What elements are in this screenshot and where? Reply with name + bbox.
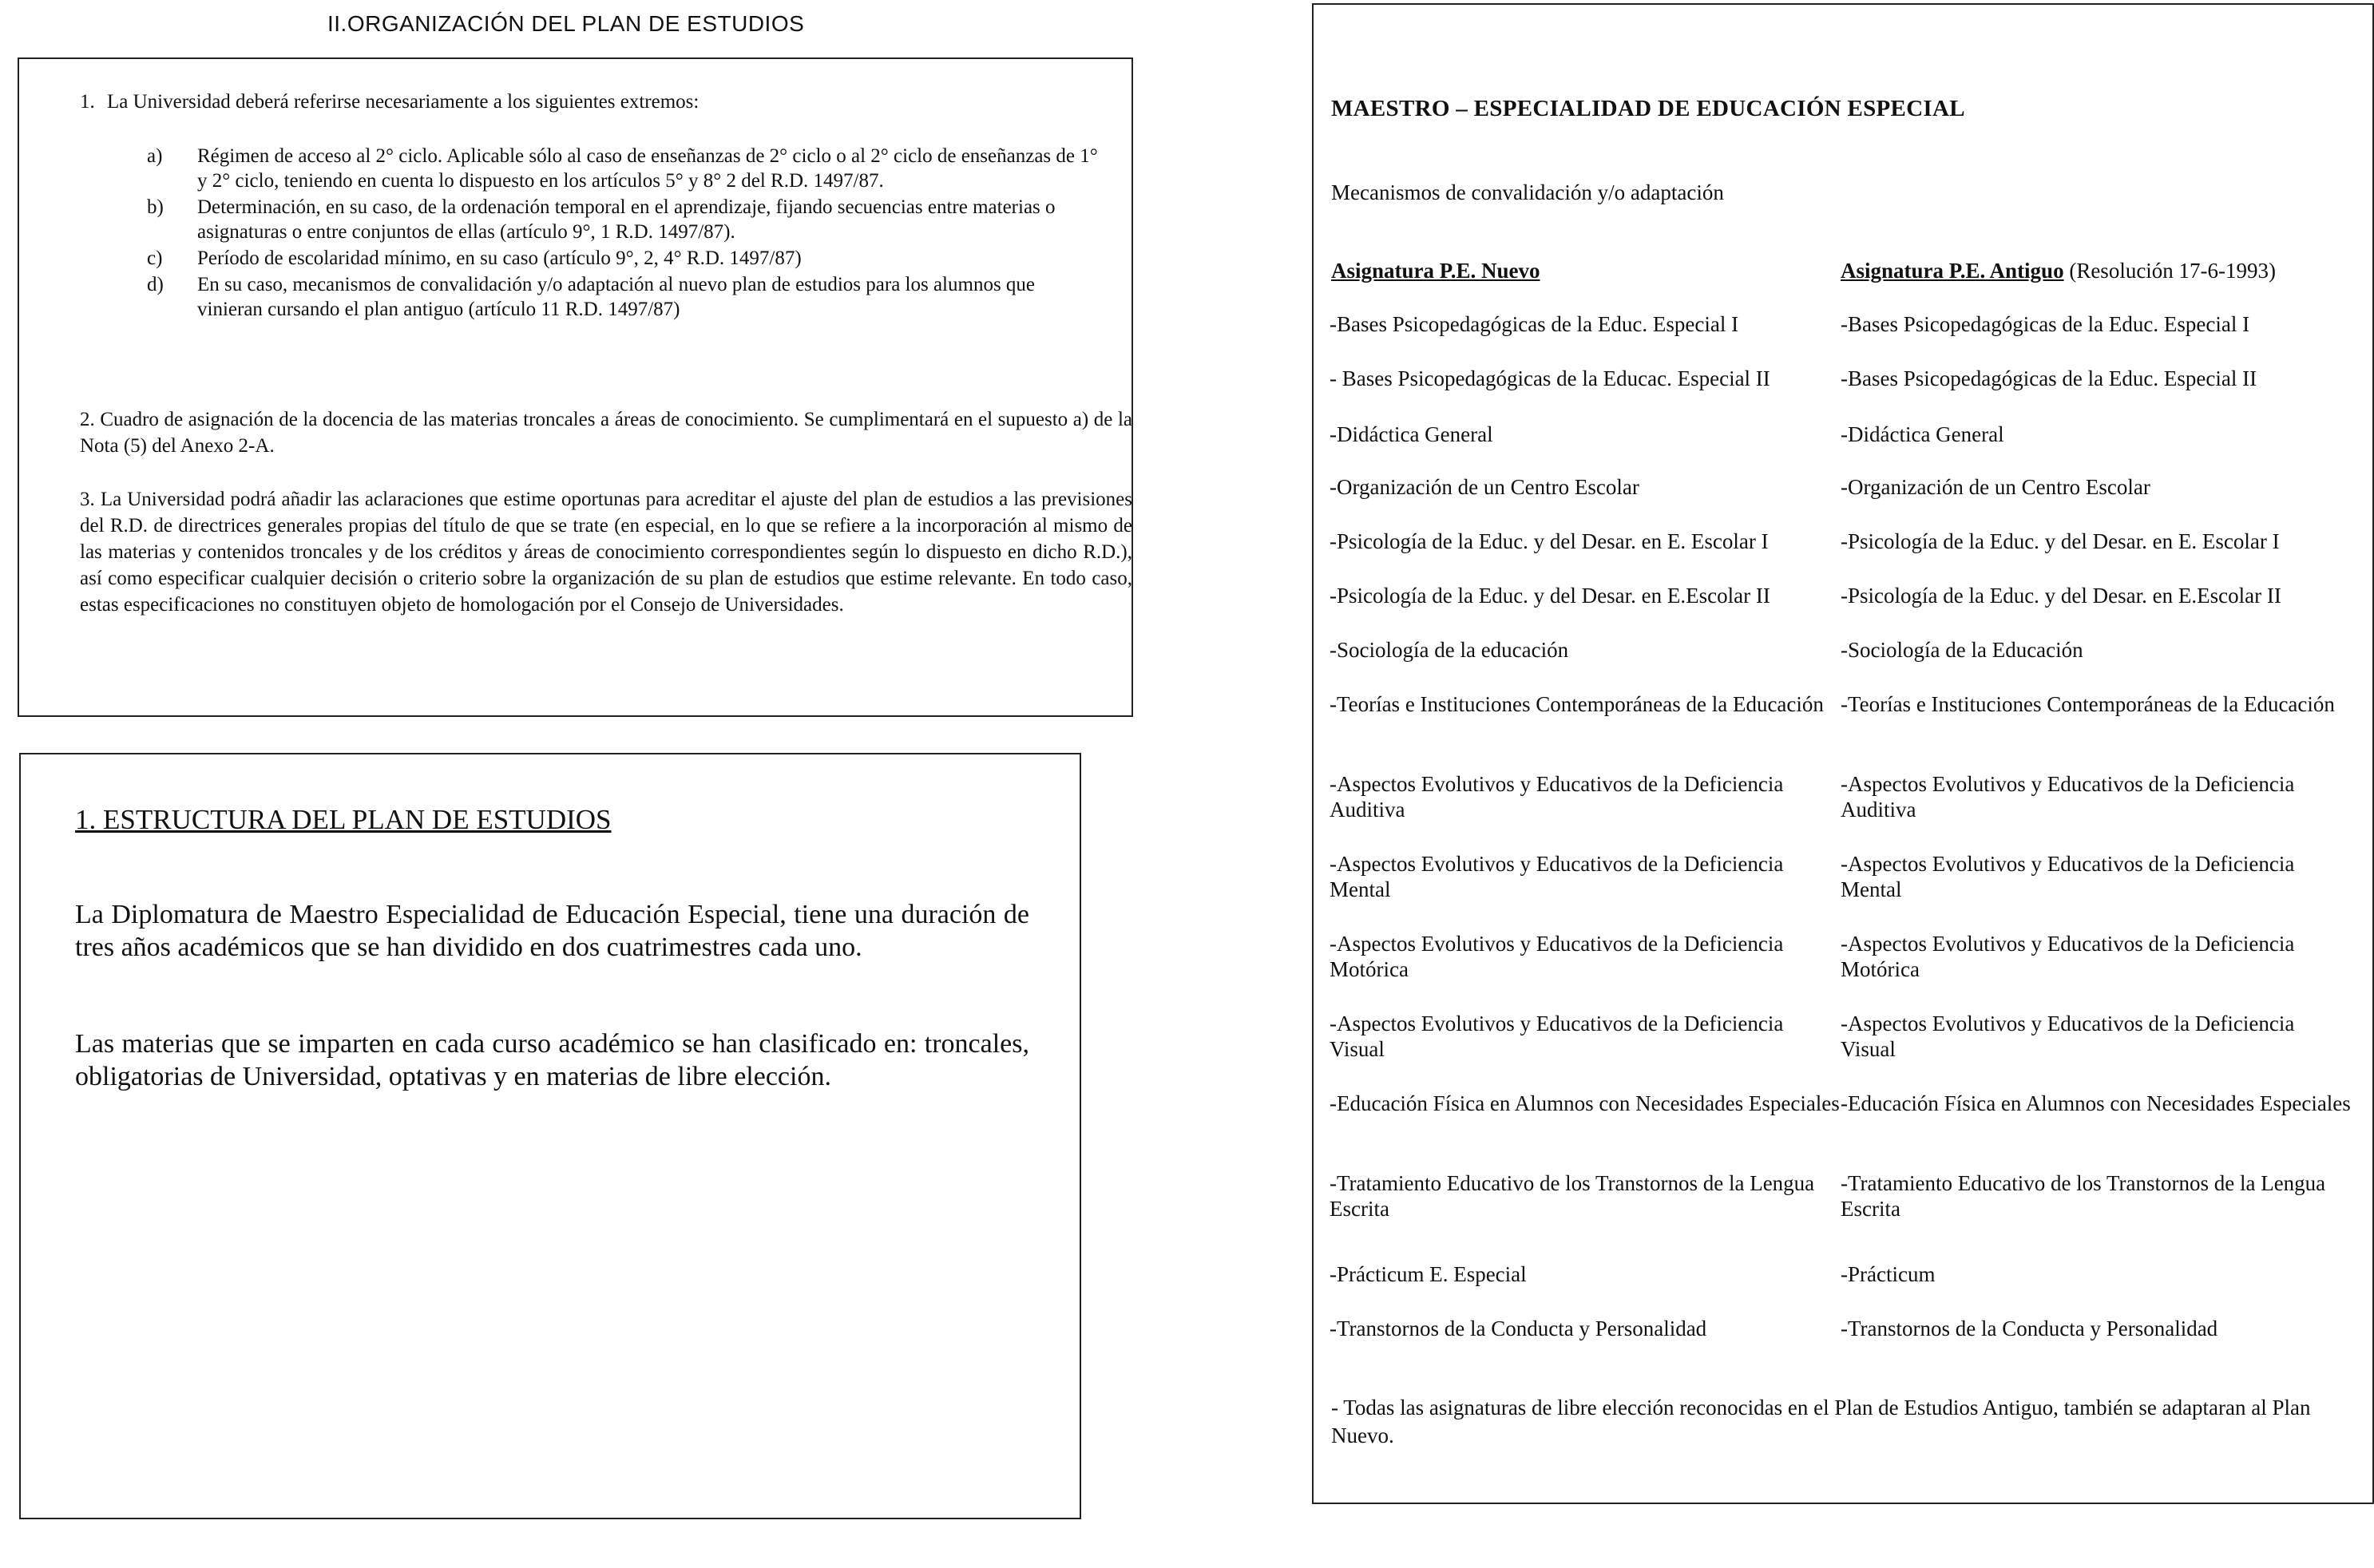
convalidation-footer-note: - Todas las asignaturas de libre elección reconocidas en el Plan de Estudios Antiguo, también se adaptaran al Plan Nuevo. — [1331, 1396, 2311, 1447]
requirements-sublist — [147, 144, 1105, 323]
cell-new: -Aspectos Evolutivos y Educativos de la Deficiencia Motórica — [1330, 932, 1784, 981]
cell-old: -Psicología de la Educ. y del Desar. en E.Escolar II — [1841, 584, 2281, 608]
cell-old: -Aspectos Evolutivos y Educativos de la Deficiencia Visual — [1841, 1012, 2295, 1061]
table-row — [1330, 637, 2360, 663]
cell-new: -Didáctica General — [1330, 422, 1493, 446]
list-item-text: Período de escolaridad mínimo, en su caso (artículo 9°, 2, 4° R.D. 1497/87) — [197, 247, 802, 269]
structure-paragraph-1: La Diplomatura de Maestro Especialidad de Educación Especial, tiene una duración de tres años académicos que se han dividido en dos cuatrimestres cada uno. — [75, 900, 1029, 962]
cell-new: -Transtornos de la Conducta y Personalidad — [1330, 1317, 1707, 1340]
table-row — [1330, 529, 2360, 554]
cell-old: -Bases Psicopedagógicas de la Educ. Especial II — [1841, 366, 2257, 390]
cell-old: -Aspectos Evolutivos y Educativos de la Deficiencia Auditiva — [1841, 772, 2295, 822]
cell-old: -Aspectos Evolutivos y Educativos de la Deficiencia Motórica — [1841, 932, 2295, 981]
cell-new: -Teorías e Instituciones Contemporáneas de la Educación — [1330, 692, 1824, 716]
table-row — [1330, 931, 2360, 982]
cell-new: -Aspectos Evolutivos y Educativos de la Deficiencia Visual — [1330, 1012, 1784, 1061]
list-item — [147, 246, 1105, 271]
table-row — [1330, 311, 2360, 337]
cell-new: -Prácticum E. Especial — [1330, 1262, 1527, 1286]
cell-old: -Psicología de la Educ. y del Desar. en E. Escolar I — [1841, 529, 2280, 553]
cell-old: -Organización de un Centro Escolar — [1841, 475, 2150, 499]
cell-new: -Psicología de la Educ. y del Desar. en E.Escolar II — [1330, 584, 1770, 608]
convalidation-title: MAESTRO – ESPECIALIDAD DE EDUCACIÓN ESPECIAL — [1331, 96, 1965, 121]
requirements-paragraph-2: 2. Cuadro de asignación de la docencia de las materias troncales a áreas de conocimiento. Se cumplimentará en el supuesto a) de la Nota (5) del Anexo 2-A. — [80, 409, 1132, 457]
cell-old: -Sociología de la Educación — [1841, 638, 2083, 662]
table-row — [1330, 1011, 2360, 1062]
column-header-old-note: (Resolución 17-6-1993) — [2063, 259, 2277, 283]
cell-new: - Bases Psicopedagógicas de la Educac. Especial II — [1330, 366, 1770, 390]
list-item-letter: b) — [147, 196, 164, 218]
cell-new: -Aspectos Evolutivos y Educativos de la Deficiencia Auditiva — [1330, 772, 1784, 822]
cell-new: -Psicología de la Educ. y del Desar. en E. Escolar I — [1330, 529, 1769, 553]
table-row — [1330, 1316, 2360, 1341]
requirements-paragraph-3: 3. La Universidad podrá añadir las aclaraciones que estime oportunas para acreditar el ajuste del plan de estudios a las previsiones del R.D. de directrices generales propias del título de que se trate (en especial, en lo que se refiere a la incorporación al mismo de las materias y contenidos troncales y de los créditos y áreas de conocimiento correspondientes según lo dispuesto en dicho R.D.), así como especificar cualquier decisión o criterio sobre la organización de su plan de estudios que estime relevante. En todo caso, estas especificaciones no constituyen objeto de homologación por el Consejo de Universidades. — [80, 489, 1132, 616]
table-row — [1330, 583, 2360, 608]
table-row — [1330, 1091, 2360, 1116]
list-item — [147, 144, 1105, 193]
cell-old: -Teorías e Instituciones Contemporáneas de la Educación — [1841, 692, 2335, 716]
table-row — [1330, 474, 2360, 500]
cell-old: -Didáctica General — [1841, 422, 2004, 446]
table-row — [1330, 691, 2360, 717]
list-item-letter: d) — [147, 274, 164, 295]
table-row — [1330, 771, 2360, 822]
table-row — [1330, 422, 2360, 447]
list-item-text: Determinación, en su caso, de la ordenación temporal en el aprendizaje, fijando secuencias entre materias o asignaturas o entre conjuntos de ellas (artículo 9°, 1 R.D. 1497/87). — [197, 196, 1056, 243]
requirements-intro-text: La Universidad deberá referirse necesariamente a los siguientes extremos: — [107, 91, 700, 113]
list-item-letter: c) — [147, 247, 163, 269]
table-row — [1330, 851, 2360, 902]
structure-paragraph-2: Las materias que se imparten en cada curso académico se han clasificado en: troncales, obligatorias de Universidad, optativas y en materias de libre elección. — [75, 1029, 1029, 1091]
column-header-new-label: Asignatura P.E. Nuevo — [1331, 259, 1540, 283]
cell-old: -Aspectos Evolutivos y Educativos de la Deficiencia Mental — [1841, 852, 2295, 901]
list-item — [147, 195, 1105, 244]
cell-new: -Tratamiento Educativo de los Transtornos de la Lengua Escrita — [1330, 1171, 1815, 1221]
list-item-letter: a) — [147, 145, 163, 167]
requirements-intro — [80, 91, 699, 113]
table-row — [1330, 366, 2360, 391]
table-row — [1330, 1261, 2360, 1287]
page-title: II.ORGANIZACIÓN DEL PLAN DE ESTUDIOS — [327, 11, 805, 36]
cell-old: -Transtornos de la Conducta y Personalidad — [1841, 1317, 2218, 1340]
list-item-text: Régimen de acceso al 2° ciclo. Aplicable sólo al caso de enseñanzas de 2° ciclo o al 2° ciclo de enseñanzas de 1° y 2° ciclo, teniendo en cuenta lo dispuesto en los artículos 5° y 8° 2 del R.D. 1497/87. — [197, 145, 1098, 192]
cell-new: -Sociología de la educación — [1330, 638, 1569, 662]
cell-new: -Aspectos Evolutivos y Educativos de la Deficiencia Mental — [1330, 852, 1784, 901]
cell-old: -Prácticum — [1841, 1262, 1936, 1286]
structure-title: 1. ESTRUCTURA DEL PLAN DE ESTUDIOS — [75, 804, 612, 835]
cell-new: -Organización de un Centro Escolar — [1330, 475, 1639, 499]
cell-new: -Bases Psicopedagógicas de la Educ. Especial I — [1330, 312, 1739, 336]
cell-old: -Educación Física en Alumnos con Necesidades Especiales — [1841, 1091, 2351, 1115]
list-item-text: En su caso, mecanismos de convalidación y/o adaptación al nuevo plan de estudios para los alumnos que vinieran cursando el plan antiguo (artículo 11 R.D. 1497/87) — [197, 274, 1036, 320]
cell-old: -Bases Psicopedagógicas de la Educ. Especial I — [1841, 312, 2250, 336]
requirements-box — [18, 57, 1133, 717]
convalidation-subtitle: Mecanismos de convalidación y/o adaptación — [1331, 180, 1724, 204]
structure-box — [19, 753, 1081, 1519]
requirements-intro-number: 1. — [80, 91, 95, 113]
convalidation-box — [1312, 3, 2374, 1504]
list-item — [147, 272, 1105, 322]
column-header-new — [1331, 259, 1540, 283]
column-header-old-label: Asignatura P.E. Antiguo — [1841, 259, 2064, 283]
column-header-old — [1841, 259, 2276, 283]
table-row — [1330, 1170, 2360, 1222]
cell-old: -Tratamiento Educativo de los Transtornos de la Lengua Escrita — [1841, 1171, 2326, 1221]
cell-new: -Educación Física en Alumnos con Necesidades Especiales — [1330, 1091, 1840, 1115]
